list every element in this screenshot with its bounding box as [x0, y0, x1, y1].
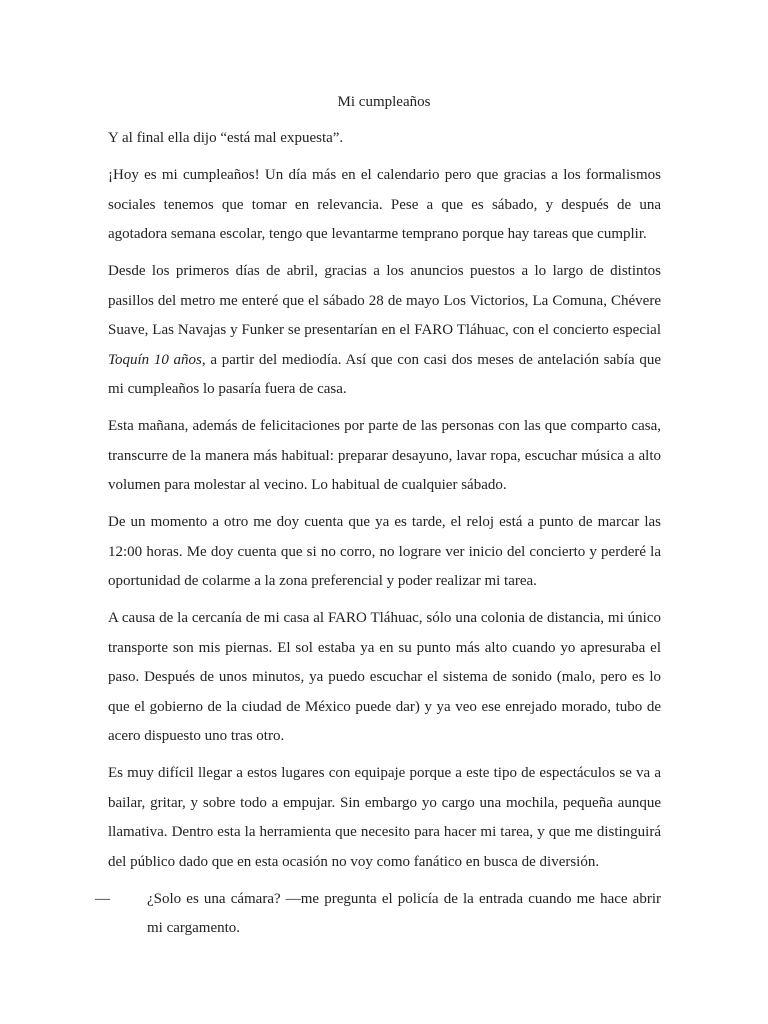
paragraph-3 [108, 257, 661, 405]
dialogue-line [95, 885, 661, 944]
paragraph-3-text-before: Desde los primeros días de abril, gracias a los anuncios puestos a lo largo de distintos pasillos del metro me enteré que el sábado 28 de mayo Los Victorios, La Comuna, Chévere Suave, Las Navajas y Funker se presentarían en el FARO Tláhuac, con el concierto especial [108, 263, 661, 338]
document-body [95, 124, 661, 944]
paragraph-5: De un momento a otro me doy cuenta que ya es tarde, el reloj está a punto de marcar las 12:00 horas. Me doy cuenta que si no corro, no lograre ver inicio del concierto y perderé la oportunidad de colarme a la zona preferencial y poder realizar mi tarea. [108, 514, 661, 589]
paragraph-6: A causa de la cercanía de mi casa al FARO Tláhuac, sólo una colonia de distancia, mi único transporte son mis piernas. El sol estaba ya en su punto más alto cuando yo apresuraba el paso. Después de unos minutos, ya puedo escuchar el sistema de sonido (malo, pero es lo que el gobierno de la ciudad de México puede dar) y ya veo ese enrejado morado, tubo de acero dispuesto uno tras otro. [108, 610, 661, 744]
paragraph-4: Esta mañana, además de felicitaciones por parte de las personas con las que comparto casa, transcurre de la manera más habitual: preparar desayuno, lavar ropa, escuchar música a alto volumen para molestar al vecino. Lo habitual de cualquier sábado. [108, 418, 661, 493]
paragraph-1: Y al final ella dijo “está mal expuesta”. [108, 130, 344, 146]
paragraph-2: ¡Hoy es mi cumpleaños! Un día más en el calendario pero que gracias a los formalismos sociales tenemos que tomar en relevancia. Pese a que es sábado, y después de una agotadora semana escolar, tengo que levantarme temprano porque hay tareas que cumplir. [108, 167, 661, 242]
paragraph-3-italic-title: Toquín 10 años [108, 351, 202, 368]
paragraph-3-text-after: , a partir del mediodía. Así que con casi dos meses de antelación sabía que mi cumpleaños lo pasaría fuera de casa. [108, 351, 661, 397]
document-title: Mi cumpleaños [337, 94, 431, 110]
paragraph-7: Es muy difícil llegar a estos lugares con equipaje porque a este tipo de espectáculos se va a bailar, gritar, y sobre todo a empujar. Sin embargo yo cargo una mochila, pequeña aunque llamativa. Dentro esta la herramienta que necesito para hacer mi tarea, y que me distinguirá del público dado que en esta ocasión no voy como fanático en busca de diversión. [108, 765, 661, 870]
dialogue-dash: — [95, 890, 110, 907]
dialogue-text: ¿Solo es una cámara? —me pregunta el policía de la entrada cuando me hace abrir mi cargamento. [147, 890, 661, 936]
